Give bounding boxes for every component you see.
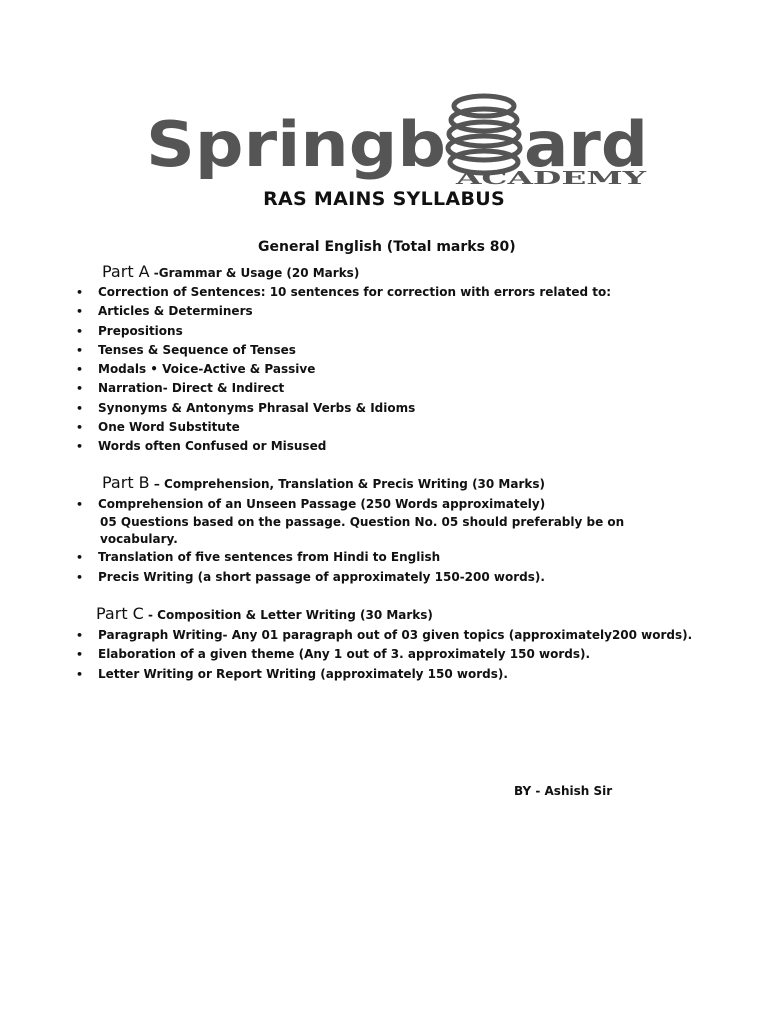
list-item: • Modals • Voice-Active & Passive: [76, 360, 716, 379]
bullet-icon: •: [76, 570, 84, 584]
part-b-list: [76, 495, 716, 587]
list-item: • Narration- Direct & Indirect: [76, 379, 716, 398]
logo-name-left: Springb: [146, 108, 446, 181]
bullet-icon: •: [76, 440, 84, 454]
bullet-icon: •: [76, 363, 84, 377]
bullet-icon: •: [76, 648, 84, 662]
bullet-icon: •: [76, 629, 84, 642]
part-a-label: Part A: [102, 262, 150, 281]
list-item: • Precis Writing (a short passage of approximately 150-200 words).: [76, 568, 716, 587]
part-b-description: – Comprehension, Translation & Precis Writing (30 Marks): [149, 477, 545, 491]
list-item-continuation: 05 Questions based on the passage. Question No. 05 should preferably be on: [100, 515, 625, 530]
bullet-icon: •: [76, 421, 84, 435]
list-item: • Comprehension of an Unseen Passage (250 Words approximately) 05 Questions based on the passage. Question No. 05 should preferably be on vocabulary.: [76, 495, 716, 548]
bullet-icon: •: [76, 498, 84, 511]
coil-spring-icon: [448, 96, 520, 173]
part-b-label: Part B: [102, 473, 150, 492]
bullet-icon: •: [76, 286, 84, 299]
part-c-label: Part C: [96, 604, 144, 623]
part-c-heading: [96, 604, 433, 623]
bullet-icon: •: [76, 551, 84, 565]
bullet-icon: •: [76, 305, 84, 319]
list-item: • Elaboration of a given theme (Any 1 out of 3. approximately 150 words).: [76, 645, 716, 664]
bullet-icon: •: [76, 343, 84, 357]
list-item: • Synonyms & Antonyms Phrasal Verbs & Idioms: [76, 399, 716, 418]
part-c-list: [76, 626, 716, 684]
list-item: • Words often Confused or Misused: [76, 437, 716, 456]
part-a-description: -Grammar & Usage (20 Marks): [149, 266, 360, 280]
logo-name-right: ard: [524, 108, 648, 181]
list-item: • Correction of Sentences: 10 sentences for correction with errors related to:: [76, 283, 716, 302]
list-item: • One Word Substitute: [76, 418, 716, 437]
list-item: • Tenses & Sequence of Tenses: [76, 341, 716, 360]
part-b-heading: [102, 473, 545, 492]
author-signature: BY - Ashish Sir: [514, 784, 613, 798]
bullet-icon: •: [76, 324, 84, 338]
part-a-heading: [102, 262, 359, 281]
document-title: RAS MAINS SYLLABUS: [263, 188, 505, 210]
list-item: • Paragraph Writing- Any 01 paragraph out of 03 given topics (approximately200 words).: [76, 626, 716, 645]
bullet-icon: •: [76, 667, 84, 681]
list-item: • Translation of five sentences from Hindi to English: [76, 548, 716, 567]
part-c-description: - Composition & Letter Writing (30 Marks): [143, 608, 433, 622]
bullet-icon: •: [76, 401, 84, 415]
academy-logo: [138, 86, 658, 190]
list-item: • Articles & Determiners: [76, 302, 716, 321]
subject-heading: General English (Total marks 80): [258, 239, 516, 255]
bullet-icon: •: [76, 382, 84, 396]
part-a-list: [76, 283, 716, 457]
logo-subtitle: ACADEMY: [454, 168, 649, 189]
list-item: • Letter Writing or Report Writing (approximately 150 words).: [76, 665, 716, 684]
list-item-continuation: vocabulary.: [100, 532, 178, 547]
list-item: • Prepositions: [76, 322, 716, 341]
